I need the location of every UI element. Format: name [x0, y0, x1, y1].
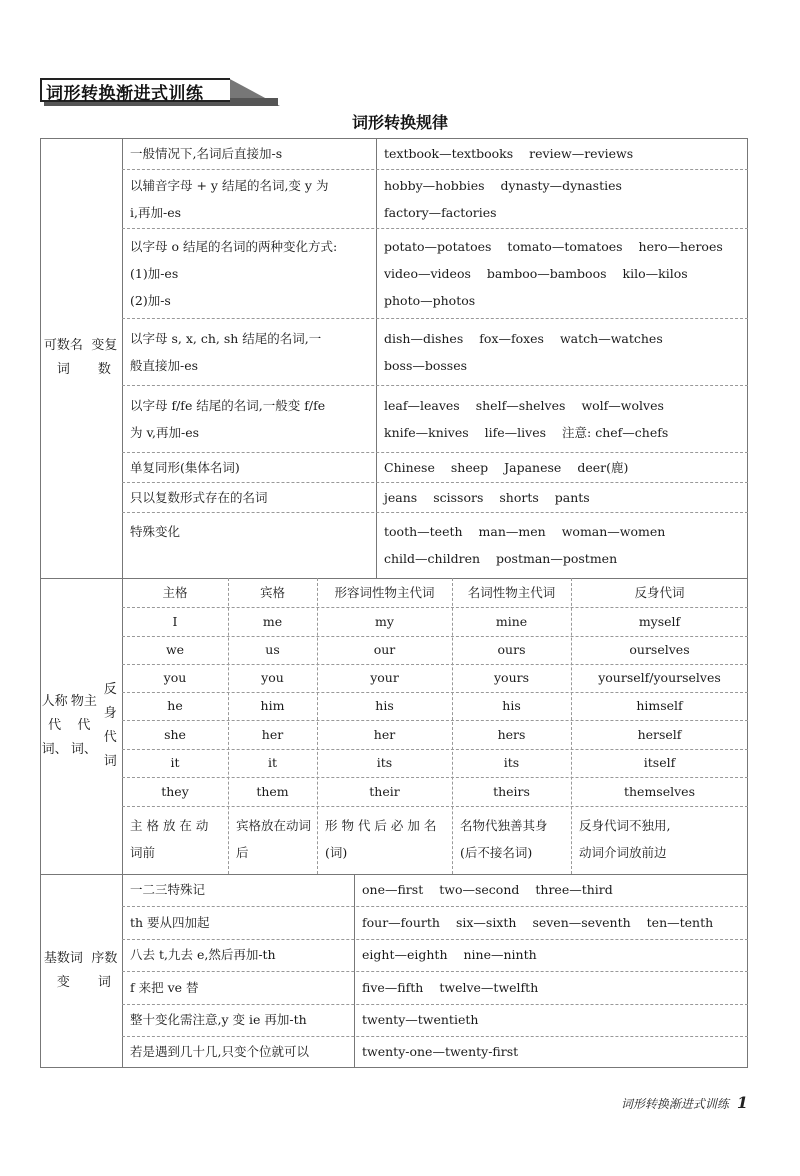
- rule-line: 为 v,再加-es: [130, 424, 200, 440]
- pronoun-cell: ours: [497, 642, 526, 657]
- rule-text: th 要从四加起: [130, 915, 210, 930]
- example-word: hobby—hobbies: [384, 177, 485, 193]
- rule-text: 若是遇到几十几,只变个位就可以: [130, 1044, 309, 1059]
- row-divider: [122, 228, 748, 229]
- note-line: 后: [236, 845, 249, 860]
- note-line: 形 物 代 后 必 加 名: [325, 818, 437, 833]
- example-line: [384, 352, 756, 379]
- example-word: video—videos: [384, 265, 471, 281]
- example-word: five—fifth: [362, 980, 424, 995]
- example-line: [384, 233, 756, 260]
- pronoun-cell: myself: [638, 614, 681, 629]
- example-line: [384, 392, 756, 419]
- rule-text: [122, 325, 378, 379]
- example-cell: [376, 140, 756, 167]
- example-line: [384, 140, 756, 167]
- pronoun-cell: yourself/yourselves: [598, 670, 721, 685]
- example-word: pants: [554, 489, 590, 505]
- example-word: shorts: [499, 489, 539, 505]
- category-line: 变复数: [91, 338, 118, 377]
- example-word: six—sixth: [455, 915, 517, 930]
- pronoun-cell: she: [164, 727, 186, 742]
- example-word: leaf—leaves: [384, 397, 460, 413]
- rule-line: i,再加-es: [130, 204, 182, 220]
- example-cell: [354, 874, 756, 906]
- example-word: watch—watches: [559, 330, 663, 346]
- example-word: twelve—twelfth: [439, 980, 539, 995]
- rule-line: 以字母 s, x, ch, sh 结尾的名词,一: [130, 330, 322, 346]
- pronoun-cell: their: [369, 784, 400, 799]
- pronoun-note: [122, 812, 228, 866]
- rule-text: [122, 484, 378, 511]
- example-word: wolf—wolves: [581, 397, 664, 413]
- pronoun-cell: yours: [493, 670, 530, 685]
- note-line: 反身代词不独用,: [579, 818, 671, 833]
- pronoun-cell: he: [167, 698, 183, 713]
- example-cell: [354, 1036, 756, 1068]
- pronoun-cell: himself: [636, 698, 683, 713]
- rule-line: 以字母 o 结尾的名词的两种变化方式:: [130, 238, 338, 254]
- category-plural: [40, 138, 122, 578]
- footer-text: 词形转换渐进式训练: [620, 1097, 729, 1111]
- example-word: twenty-one—twenty-first: [362, 1044, 519, 1059]
- example-cell: [376, 172, 756, 226]
- pronoun-cell: her: [373, 727, 396, 742]
- example-word: scissors: [433, 489, 484, 505]
- rule-text: 八去 t,九去 e,然后再加-th: [130, 947, 276, 962]
- example-line: [384, 172, 756, 199]
- example-word: jeans: [384, 489, 418, 505]
- column-header: 名词性物主代词: [467, 585, 556, 600]
- row-divider: [122, 806, 748, 807]
- category-line: 序数词: [91, 951, 118, 990]
- example-cell: [376, 484, 756, 511]
- rule-line: 般直接加-es: [130, 357, 199, 373]
- example-word: tooth—teeth: [384, 524, 463, 539]
- pronoun-cell: its: [503, 755, 520, 770]
- row-divider: [122, 512, 748, 513]
- example-word: bamboo—bamboos: [486, 265, 607, 281]
- rule-text: [122, 392, 378, 446]
- rule-text: [122, 172, 378, 226]
- example-word: eight—eighth: [362, 947, 448, 962]
- note-line: 主 格 放 在 动: [130, 818, 209, 833]
- pronoun-cell: itself: [643, 755, 676, 770]
- example-line: [384, 518, 756, 545]
- note-line: (后不接名词): [460, 845, 533, 860]
- example-word: deer(鹿): [577, 459, 629, 475]
- example-word: shelf—shelves: [475, 397, 566, 413]
- category-pronouns: [40, 578, 122, 874]
- rule-line: (2)加-s: [130, 292, 171, 308]
- note-line: 宾格放在动词: [236, 818, 312, 833]
- pronoun-cell: its: [376, 755, 393, 770]
- pronoun-cell: me: [262, 614, 283, 629]
- page-footer: [621, 1093, 748, 1112]
- example-word: three—third: [535, 882, 613, 897]
- rule-line: 特殊变化: [130, 524, 181, 539]
- pronoun-cell: her: [261, 727, 284, 742]
- example-line: [384, 545, 756, 572]
- example-line: [384, 287, 756, 314]
- pronoun-cell: you: [163, 670, 187, 685]
- rule-text: [122, 518, 378, 545]
- example-word: woman—women: [561, 524, 666, 539]
- example-cell: [354, 906, 756, 939]
- pronoun-cell: it: [170, 755, 180, 770]
- example-word: ten—tenth: [646, 915, 714, 930]
- note-line: 词前: [130, 845, 156, 860]
- row-divider: [122, 385, 748, 386]
- rule-line: (1)加-es: [130, 265, 179, 281]
- note-line: (词): [325, 845, 348, 860]
- category-ordinals: [40, 874, 122, 1068]
- example-word: knife—knives: [384, 424, 469, 440]
- pronoun-cell: us: [265, 642, 280, 657]
- note-line: 动词介词放前边: [579, 845, 667, 860]
- pronoun-cell: my: [375, 614, 394, 629]
- example-word: man—men: [478, 524, 546, 539]
- example-word: life—lives: [484, 424, 547, 440]
- rule-text: [122, 454, 378, 481]
- rule-line: 一般情况下,名词后直接加-s: [130, 146, 283, 161]
- column-header: 反身代词: [634, 585, 685, 600]
- example-line: [384, 484, 756, 511]
- pronoun-cell: your: [370, 670, 399, 685]
- example-word: Japanese: [504, 459, 562, 475]
- pronoun-cell: it: [267, 755, 278, 770]
- pronoun-cell: mine: [495, 614, 528, 629]
- example-cell: [376, 325, 756, 379]
- category-line: 可数名词: [43, 338, 83, 377]
- example-cell: [354, 1004, 756, 1036]
- pronoun-cell: them: [256, 784, 289, 799]
- pronoun-cell: they: [161, 784, 189, 799]
- pronoun-cell: themselves: [623, 784, 695, 799]
- example-cell: [376, 518, 756, 572]
- example-cell: [376, 454, 756, 481]
- example-word: two—second: [439, 882, 520, 897]
- example-word: boss—bosses: [384, 357, 468, 373]
- rule-text: f 来把 ve 替: [130, 980, 199, 995]
- example-word: kilo—kilos: [622, 265, 688, 281]
- example-word: child—children: [384, 551, 481, 566]
- column-header: 宾格: [259, 585, 285, 600]
- example-word: fox—foxes: [479, 330, 544, 346]
- note-line: 名物代独善其身: [460, 818, 548, 833]
- pronoun-cell: his: [375, 698, 394, 713]
- page-number: 1: [736, 1093, 748, 1112]
- example-line: [384, 260, 756, 287]
- example-line: [384, 199, 756, 226]
- pronoun-cell: his: [502, 698, 521, 713]
- column-header: 形容词性物主代词: [334, 585, 435, 600]
- column-header: 主格: [162, 585, 188, 600]
- example-word: 注意: chef—chefs: [562, 424, 669, 440]
- pronoun-cell: we: [165, 642, 185, 657]
- pronoun-cell: our: [373, 642, 396, 657]
- rule-line: 只以复数形式存在的名词: [130, 489, 268, 505]
- example-word: one—first: [362, 882, 424, 897]
- pronoun-note: [317, 812, 452, 866]
- example-word: factory—factories: [384, 204, 497, 220]
- pronoun-cell: ourselves: [629, 642, 690, 657]
- example-cell: [376, 392, 756, 446]
- pronoun-cell: I: [172, 614, 178, 629]
- pronoun-cell: theirs: [493, 784, 530, 799]
- category-line: 反身代词: [103, 682, 117, 769]
- example-word: tomato—tomatoes: [507, 238, 623, 254]
- example-word: review—reviews: [529, 146, 634, 161]
- example-word: sheep: [450, 459, 489, 475]
- pronoun-note: [571, 812, 748, 866]
- example-word: four—fourth: [362, 915, 440, 930]
- rule-line: 以辅音字母 + y 结尾的名词,变 y 为: [130, 177, 329, 193]
- rule-text: 一二三特殊记: [130, 882, 206, 897]
- example-cell: [376, 233, 756, 314]
- example-word: nine—ninth: [463, 947, 537, 962]
- example-word: textbook—textbooks: [384, 146, 514, 161]
- rule-text: [122, 233, 378, 314]
- example-word: twenty—twentieth: [362, 1012, 479, 1027]
- example-line: [384, 325, 756, 352]
- rule-line: 单复同形(集体名词): [130, 459, 240, 475]
- example-word: seven—seventh: [532, 915, 631, 930]
- example-cell: [354, 971, 756, 1004]
- example-cell: [354, 939, 756, 971]
- example-line: [384, 454, 756, 481]
- rule-line: 以字母 f/fe 结尾的名词,一般变 f/fe: [130, 397, 326, 413]
- tag-text: 词形转换渐进式训练: [46, 84, 204, 104]
- pronoun-note: [452, 812, 571, 866]
- pronoun-cell: you: [261, 670, 284, 685]
- example-word: Chinese: [384, 459, 435, 475]
- category-line: 人称代词、: [41, 694, 68, 757]
- category-line: 基数词变: [43, 951, 83, 990]
- pronoun-cell: hers: [497, 727, 526, 742]
- rule-text: 整十变化需注意,y 变 ie 再加-th: [130, 1012, 307, 1027]
- example-word: dynasty—dynasties: [500, 177, 622, 193]
- rule-text: [122, 140, 378, 167]
- example-line: [384, 419, 756, 446]
- category-line: 物主代词、: [70, 694, 97, 757]
- pronoun-note: [228, 812, 317, 866]
- example-word: potato—potatoes: [384, 238, 492, 254]
- row-divider: [122, 169, 748, 170]
- example-word: photo—photos: [384, 292, 476, 308]
- pronoun-cell: him: [260, 698, 285, 713]
- row-divider: [122, 318, 748, 319]
- example-word: postman—postmen: [496, 551, 618, 566]
- pronoun-cell: herself: [637, 727, 682, 742]
- page-title: 词形转换规律: [351, 113, 448, 132]
- example-word: dish—dishes: [384, 330, 464, 346]
- example-word: hero—heroes: [638, 238, 723, 254]
